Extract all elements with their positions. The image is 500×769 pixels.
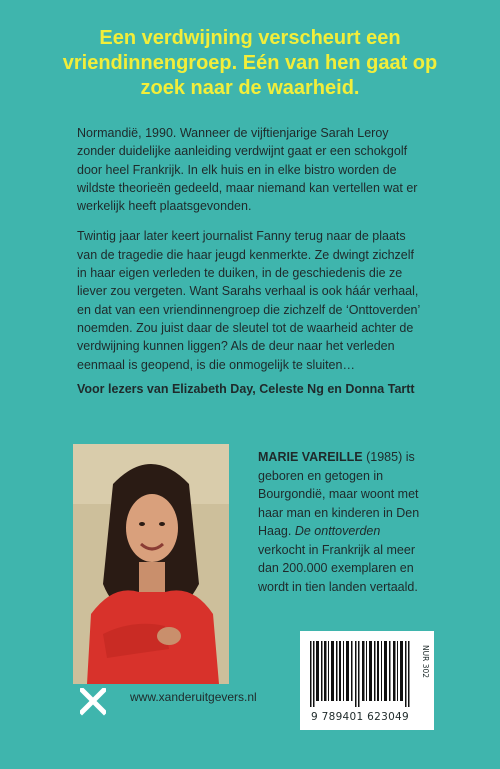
author-bio bbox=[258, 448, 428, 596]
author-name: MARIE VAREILLE bbox=[258, 450, 363, 464]
blurb-paragraph-1: Normandië, 1990. Wanneer de vijftienjarige Sarah Leroy zonder duidelijke aanleiding verdwijnt gaat er een schokgolf door heel Frankrijk. In elk huis en in elke bistro worden de wildste theorieën gedeeld, maar niemand kan vertellen wat er werkelijk heeft plaatsgevonden. bbox=[77, 126, 418, 214]
author-photo bbox=[73, 444, 229, 684]
author-bio-text-2: verkocht in Frankrijk al meer dan 200.000 exemplaren en wordt in tien landen vertaald. bbox=[258, 542, 418, 594]
tagline bbox=[40, 26, 460, 101]
xander-logo-mark bbox=[80, 688, 106, 728]
blurb bbox=[77, 124, 423, 386]
tagline-line-3: zoek naar de waarheid. bbox=[140, 77, 360, 99]
author-birth-year: (1985) bbox=[362, 450, 403, 464]
barcode-bars bbox=[308, 641, 412, 707]
book-title-italic: De onttoverden bbox=[294, 524, 381, 538]
tagline-line-2: vriendinnengroep. Eén van hen gaat op bbox=[62, 52, 438, 74]
xander-logo-icon bbox=[80, 688, 106, 728]
author-bio-text-1: is geboren en getogen in Bourgondië, maar woont met haar man en kinderen in Den Haag. bbox=[258, 450, 420, 538]
isbn-digits: 9 789401 623049 bbox=[310, 711, 410, 723]
tagline-line-1: Een verdwijning verscheurt een bbox=[99, 27, 401, 49]
barcode bbox=[300, 631, 434, 730]
readers-recommendation: Voor lezers van Elizabeth Day, Celeste Ng en Donna Tartt bbox=[77, 382, 415, 396]
blurb-paragraph-2: Twintig jaar later keert journalist Fanny terug naar de plaats van de tragedie die haar jeugd kenmerkte. Ze dwingt zichzelf in haar eigen verleden te duiken, in de geschiedenis die ze liever zou vergeten. Want Sarahs verhaal is ook háár verhaal, en dat van een vriendinnengroep die zichzelf de ‘Onttoverden’ noemden. Zou juist daar de sleutel tot de waarheid achter de verdwijning kunnen liggen? Als de deur naar het verleden eenmaal is geopend, is die onmogelijk te sluiten… bbox=[77, 229, 420, 372]
publisher-website: www.xanderuitgevers.nl bbox=[130, 690, 257, 704]
author-portrait-illustration bbox=[73, 444, 229, 684]
nur-code: NUR 302 bbox=[421, 645, 430, 679]
